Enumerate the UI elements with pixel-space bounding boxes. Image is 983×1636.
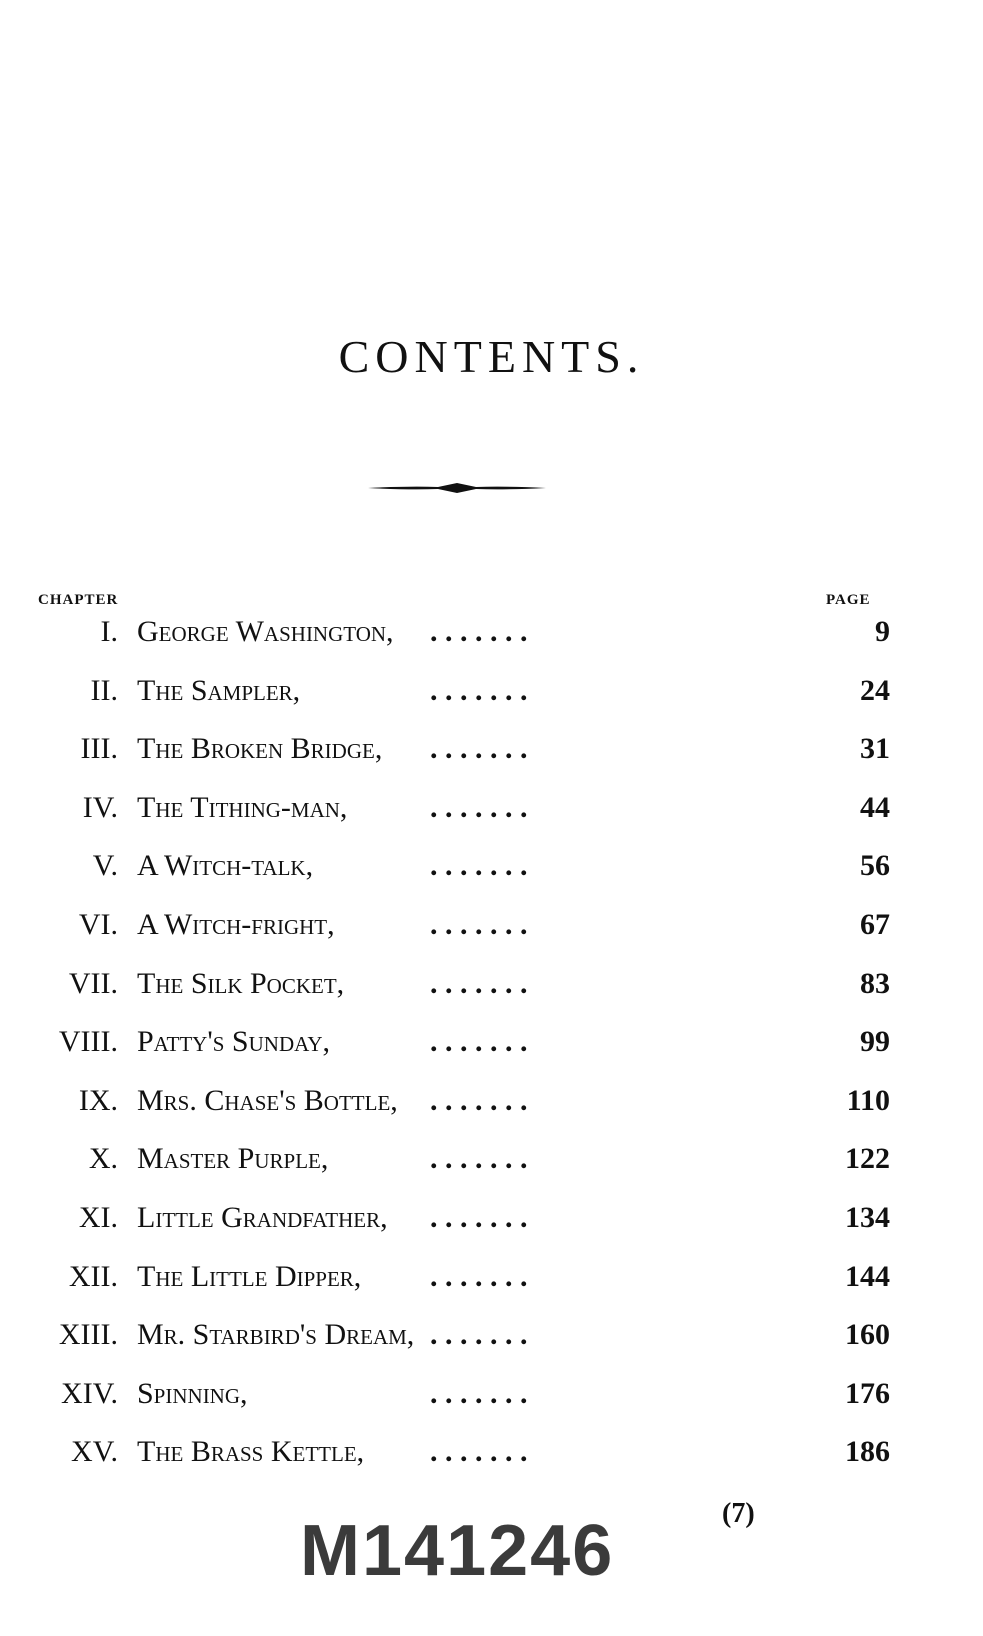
chapter-number: IX. [78,1083,118,1117]
chapter-number: XIV. [61,1376,118,1410]
chapter-number: III. [80,732,118,766]
chapter-number: I. [100,615,118,648]
chapter-number: VI. [78,908,118,941]
chapter-number: IV. [82,790,118,824]
chapter-title: A Witch-fright, [137,908,335,941]
page-number: 160 [845,1318,890,1352]
page-number: 67 [860,908,890,941]
ornament-rule [368,480,546,496]
chapter-title: Little Grandfather, [137,1201,388,1234]
chapter-title: George Washington, [137,615,394,648]
chapter-number: II. [90,673,118,707]
toc-entry [0,1135,983,1183]
chapter-title: Spinning, [137,1376,248,1410]
page-number: 144 [845,1259,890,1293]
toc-entry [0,1370,983,1418]
toc-entry [0,960,983,1008]
chapter-title: Master Purple, [137,1142,329,1176]
dot-leader: . . . . . . . [430,673,528,707]
chapter-number: X. [88,1142,118,1176]
toc-entry [0,608,983,656]
dot-leader: . . . . . . . [430,615,528,648]
chapter-number: VII. [68,966,118,1000]
page-number: 31 [860,732,890,766]
toc-entry [0,901,983,949]
page-number: 44 [860,790,890,824]
page-number: 56 [860,849,890,883]
chapter-number: XI. [78,1201,118,1234]
chapter-title: Mr. Starbird's Dream, [137,1318,415,1352]
chapter-title: The Broken Bridge, [137,732,383,766]
page-number: 99 [860,1025,890,1059]
chapter-title: The Little Dipper, [137,1259,362,1293]
dot-leader: . . . . . . . [430,732,528,766]
toc-entry [0,725,983,773]
chapter-number: XII. [68,1259,118,1293]
toc-entry [0,667,983,715]
page-number: 110 [846,1083,890,1117]
toc-entry [0,842,983,890]
toc-entry [0,1077,983,1125]
chapter-column-header: CHAPTER [38,592,119,608]
page-number: 24 [860,673,890,707]
dot-leader: . . . . . . . [430,1201,528,1234]
chapter-title: The Sampler, [137,673,301,707]
toc-entry [0,1311,983,1359]
dot-leader: . . . . . . . [430,849,528,883]
page-title: CONTENTS. [338,331,645,382]
toc-entry [0,1253,983,1301]
chapter-number: XIII. [58,1318,118,1352]
chapter-title: Mrs. Chase's Bottle, [137,1083,398,1117]
page-column-header: PAGE [826,592,871,608]
dot-leader: . . . . . . . [430,1083,528,1117]
toc-entry [0,784,983,832]
page-number: 83 [860,966,890,1000]
dot-leader: . . . . . . . [430,1025,528,1059]
chapter-number: VIII. [58,1025,118,1059]
chapter-number: V. [92,849,118,883]
page-number: 186 [845,1435,890,1469]
dot-leader: . . . . . . . [430,1376,528,1410]
dot-leader: . . . . . . . [430,1259,528,1293]
chapter-title: The Brass Kettle, [137,1435,365,1469]
page-number: 9 [875,615,890,648]
page-number: 122 [845,1142,890,1176]
chapter-title: Patty's Sunday, [137,1025,331,1059]
dot-leader: . . . . . . . [430,966,528,1000]
dot-leader: . . . . . . . [430,1318,528,1352]
chapter-title: A Witch-talk, [137,849,314,883]
dot-leader: . . . . . . . [430,790,528,824]
chapter-title: The Tithing-man, [137,790,348,824]
page-number: 176 [845,1376,890,1410]
page-folio: (7) [722,1498,755,1529]
dot-leader: . . . . . . . [430,1142,528,1176]
dot-leader: . . . . . . . [430,1435,528,1469]
page-number: 134 [845,1201,890,1234]
dot-leader: . . . . . . . [430,908,528,941]
chapter-number: XV. [71,1435,118,1469]
toc-entry [0,1018,983,1066]
chapter-title: The Silk Pocket, [137,966,345,1000]
library-stamp: M141246 [300,1511,615,1591]
toc-entry [0,1194,983,1242]
toc-entry [0,1428,983,1476]
